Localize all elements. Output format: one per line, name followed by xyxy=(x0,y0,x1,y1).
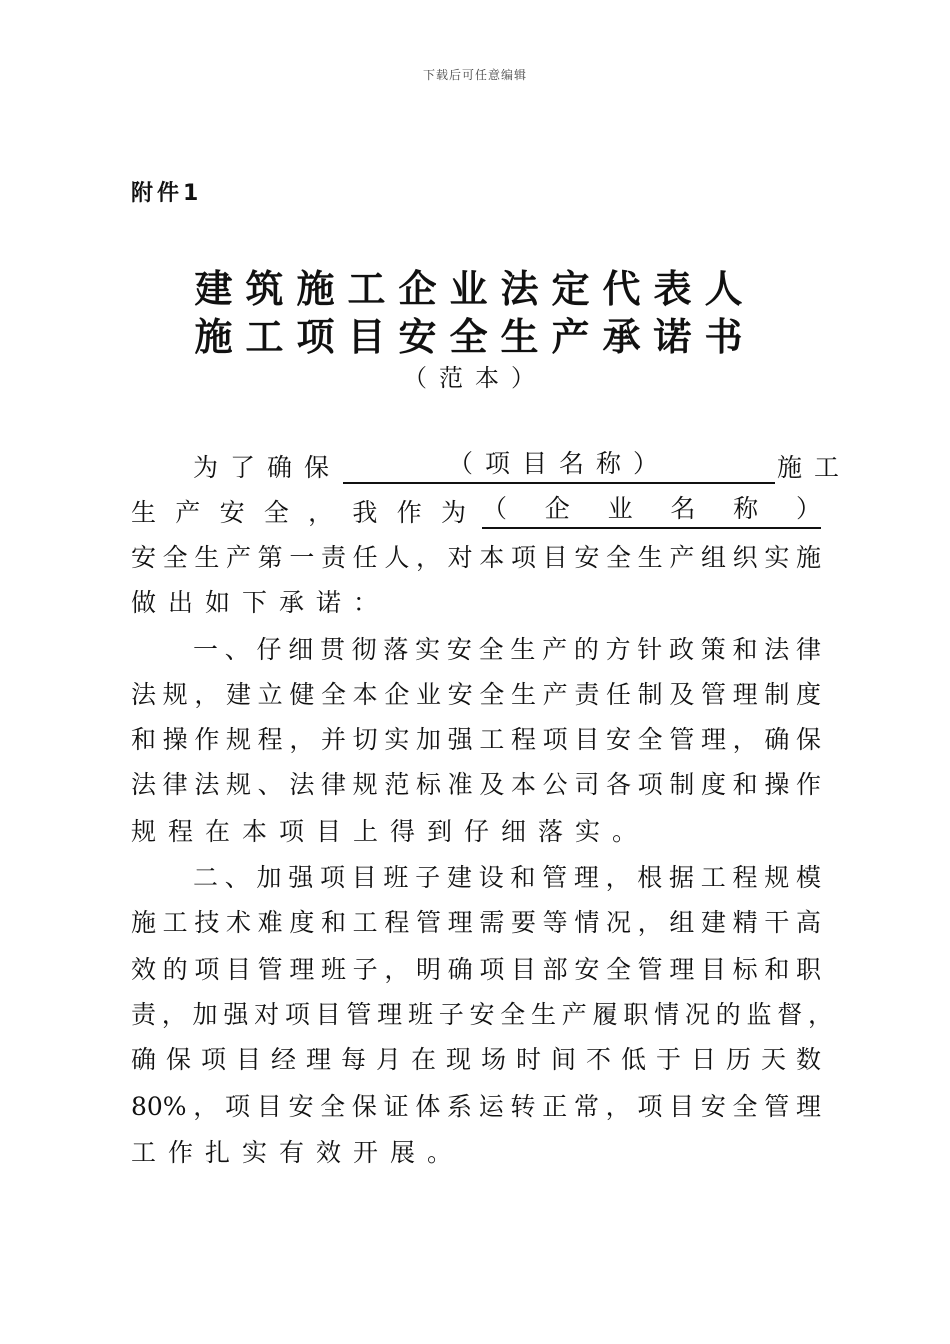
item1-line-4: 法律法规、法律规范标准及本公司各项制度和操作 xyxy=(131,770,821,799)
document-title-line-2: 施工项目安全生产承诺书 xyxy=(194,314,756,359)
item2-line-4: 责，加强对项目管理班子安全生产履职情况的监督， xyxy=(131,1000,833,1029)
intro-line-2 xyxy=(131,493,821,533)
intro-prefix: 为了确保 xyxy=(193,453,342,482)
intro-suffix: 施工 xyxy=(777,453,852,482)
company-name-placeholder: （ 企 业 名 称 ） xyxy=(482,494,821,523)
item1-line-2: 法规，建立健全本企业安全生产责任制及管理制度 xyxy=(131,680,821,709)
item2-line-6: 80%，项目安全保证体系运转正常，项目安全管理 xyxy=(131,1092,821,1121)
item1-line-3: 和操作规程，并切实加强工程项目安全管理，确保 xyxy=(131,725,821,754)
item2-line-7: 工作扎实有效开展。 xyxy=(131,1138,465,1167)
document-title-line-1: 建筑施工企业法定代表人 xyxy=(194,266,756,311)
item1-line-1: 一、仔细贯彻落实安全生产的方针政策和法律 xyxy=(193,635,821,664)
intro-line-3: 安全生产第一责任人，对本项目安全生产组织实施 xyxy=(131,543,821,572)
intro-line-4: 做出如下承诺： xyxy=(131,588,391,617)
item1-line-5: 规程在本项目上得到仔细落实。 xyxy=(131,817,650,846)
attachment-label: 附件1 xyxy=(131,181,203,206)
item2-line-2: 施工技术难度和工程管理需要等情况，组建精干高 xyxy=(131,908,821,937)
item2-line-1: 二、加强项目班子建设和管理，根据工程规模 xyxy=(193,863,821,892)
intro-line-1 xyxy=(131,448,852,488)
document-subtitle: （范本） xyxy=(403,364,547,392)
project-name-placeholder: （项目名称） xyxy=(448,449,671,478)
intro-line-2-text: 生产安全，我作为 xyxy=(131,498,466,527)
item2-line-5: 确保项目经理每月在现场时间不低于日历天数 xyxy=(131,1045,821,1074)
company-name-blank xyxy=(482,493,821,529)
item2-line-3: 效的项目管理班子，明确项目部安全管理目标和职 xyxy=(131,955,821,984)
header-note: 下载后可任意编辑 xyxy=(422,68,527,82)
project-name-blank xyxy=(343,448,775,484)
